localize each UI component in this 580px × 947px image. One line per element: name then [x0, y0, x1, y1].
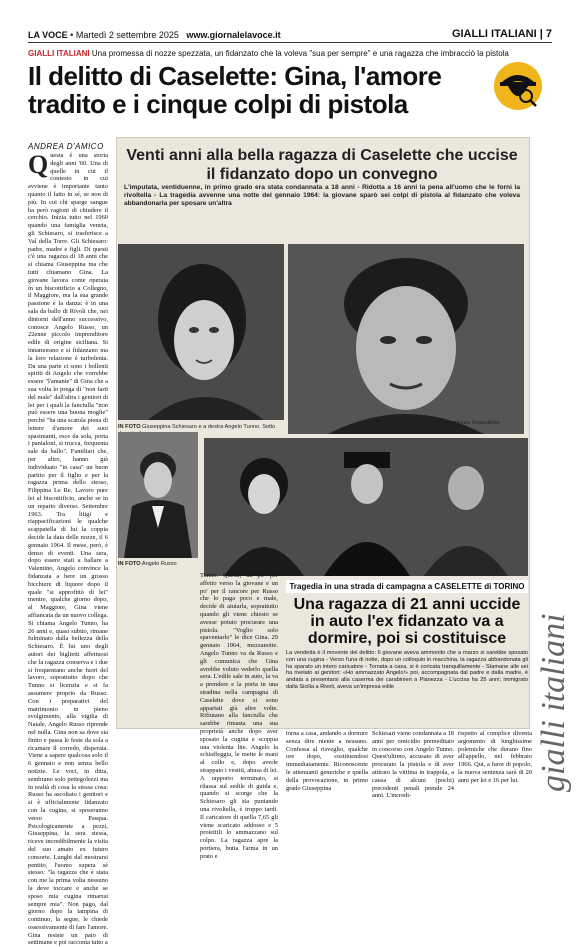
kicker-tag: GIALLI ITALIANI: [28, 49, 90, 58]
kicker-text: Una promessa di nozze spezzata, un fidanzato che la voleva "sua per sempre" e una ragazza che imbracciò la pistola: [91, 49, 509, 58]
photo-angelo-russo: [118, 432, 198, 558]
byline: ANDREA D'AMICO: [28, 142, 104, 151]
drop-cap: Q: [28, 150, 49, 179]
masthead: LA VOCE • Martedì 2 settembre 2025 www.giornalelavoce.it: [28, 30, 281, 40]
issue-date: Martedì 2 settembre 2025: [75, 30, 179, 40]
kicker: [28, 49, 548, 58]
publication-name: LA VOCE: [28, 30, 68, 40]
clipping-bighead: Una ragazza di 21 anni uccide in auto l'ex fidanzato va a dormire, poi si costituisce: [293, 596, 521, 647]
caption-tag: IN FOTO: [118, 561, 141, 567]
page-number: 7: [545, 28, 552, 40]
photo-angelo-tunno: [288, 244, 524, 434]
site-url[interactable]: www.giornalelavoce.it: [186, 30, 281, 40]
header-rule: [28, 42, 552, 43]
page-header: [0, 0, 580, 44]
article-title: Il delitto di Caselette: Gina, l'amore tradito e i cinque colpi di pistola: [28, 61, 442, 119]
photo-caption-2: [118, 561, 198, 568]
caption-text: Angelo Russo: [141, 561, 177, 567]
photo-giuseppina: [118, 244, 284, 420]
article-column-mid: Tunno. Questi, un po' per affetto verso la giovane e un po' per il rancore per Russo che lo paga poco e male, decide di aiutarla, soprattutto quando gli viene chiesto se avesse potuto procurare una pistola. "Voglio solo spaventarlo" le dice Gina. 29 gennaio 1964, mezzanotte. Angelo Tunno va da Russo e gli comunica che Gina avrebbe voluto vederlo quella sera. L'edile sale in auto, la va a prendere e la porta in una stradina nella campagna di Caselette dove si sono appartati già altre volte. Rifiutano alla fanciulla che sarebbe rimasta una sua proprietà anche dopo aver sposato la cugina e scoppia una violenta lite. Angelo la schiaffeggia, le mette le mani al collo e, dopo averle strappato i vestiti, abusa di lei. A rapporto terminato, si rilassa sul sedile di guida e, quando si scorge che la Schiesaro gli sta puntando una rivoltella, è troppo tardi. Il caricatore di quella 7,65 gli viene scaricato addosso e 5 proiettili lo ammazzano sul colpo. La ragazza apre la portiera, butta l'arma in un prato e: [200, 572, 278, 860]
caption-text: Giuseppina Schiesaro e a destra Angelo Tunno. Sotto: [142, 424, 276, 430]
clipping-strip: Tragedia in una strada di campagna a CASELETTE di TORINO: [286, 580, 528, 593]
clipping-subhead: L'imputata, ventiduenne, in primo grado era stata condannata a 18 anni - Ridotta a 16 anni la pena all'uomo che le fornì la rivoltella - La tragedia avvenne una notte del gennaio 1964: la giovane sparò sei colpi di pistola al fidanzato che voleva abbandonarla per sposare un'altra: [124, 184, 520, 208]
article-column-1: [28, 150, 108, 947]
section-label: GIALLI ITALIANI | 7: [451, 28, 552, 40]
section-name: GIALLI ITALIANI: [451, 28, 537, 40]
vertical-section-label: [533, 137, 575, 799]
article-bottom-3: rispetto al complice diventa argomento di lunghissime polemiche che durano fino all'appello, nel febbraio 1966. Qui, a furor di popolo, la nuova sentenza sarà di 20 anni per lei e 16 per lui.: [458, 730, 532, 784]
caption-tag: IN FOTO: [118, 424, 141, 430]
detective-icon: [492, 60, 544, 112]
clipping-body: La vendetta è il movente del delitto: Il giovane aveva ammonito che a marzo si sarebbe sposato con una cugina - Verso l'una di notte, dopo un colloquio in macchina, la ragazza abbandonata gli ha sparato un intero caricatore - Tornata a casa, si è coricata tranquillamente - Stamane alle sei ha rivelato ai genitori: «Ho ammazzato Angelo!» poi, accompagnata dal padre e dalla madre, è andata a presentarsi alla caserma dei carabinieri a Pianezza - L'uccisa ha 25 anni; immigrato dalla Sicilia a Rivoli, aveva un'impresa edile: [286, 650, 528, 690]
vertical-label-text: gialli italiani: [535, 613, 572, 792]
clipping-headline: Venti anni alla bella ragazza di Caselette che uccise il fidanzato dopo un convegno: [126, 147, 518, 183]
article-bottom-2: Schiesari viene condannata a 18 anni per omicidio premeditato in concorso con Angelo Tunno. Quest'ultimo, accusato di aver procurato la pistola e di aver attirato la vittima in trappola, a causa di alcuni (pochi) precedenti penali prende 24 anni. L'incredi-: [372, 730, 454, 800]
article-text: uesta è una storia degli anni '60. Una di quelle in cui il contesto in cui avviene è importante tanto quanto il fatto in sé, se non di più. In cui chi sparge sangue ha però ragioni di chiudere il cerchio. Inizia tutto nel 1960 quando una famiglia veneta, gli Schiesaro, si trasferisce a Val della Torre. Gli Schiesaro: padre, madre e figli. Di questi c'è una ragazza di 18 anni che si chiama Giuseppina ma che tutti chiamano Gina. La giovane lavora come operaia in un biscottificio a Collegno, il Maggiore, ma la sua grande passione è la danza: è in una sala da ballo di Rivoli che, nei dintorni dell'anno successivo, conosce Angelo Russo, un 22enne piccolo imprenditore edile di origine siciliana. Si innamorano e si fidanzano ma la loro relazione è turbolenta. Da una parte ci sono i bollenti spiriti di Angelo che vorrebbe essere "l'amante" di Gina che a sua volta lo prega di "non farti del male" dall'altra i genitori di lei per i quali la fanciulla "non può essere una buona moglie" perché "ha una scatola piena di lettere d'amore dei suoi spasimanti, esce da sola, porta i pantaloni, si trucca, frequenta sale da ballo". Familiari che, per altro, hanno già individuato "in casa" un buon partito per il figlio e per la ragazza prima dello stesso, Filippina Le Re. Lavoro pure lei al biscottificio, anche se in un reparto diverso. Settembre 1963. Tra litigi e riappacificazioni le qualche scappatella di lui la coppia decide la data delle nozze, il 6 gennaio 1964. Il mese, però, è denso di eventi. Una sera, dopo essere stati a ballare a Valentino, Angelo convince la fidanzata a bere un grosso bicchiere di liquore dopo il quale "si approfittò di lei" mentre, qualche giorno dopo, al Maggiore, Gina viene affiancata da un nuovo collega. Si chiama Angelo Tunno, ha 26 anni e, quasi subito, rimane fulminato dalla bellezza della Schiesaro. È lui uno degli autori dei biglietti affettuosi che la ragazza conserva e i due si frequentano anche fuori del lavoro, soprattutto dopo che Tunno si licenzia e si fa assumere proprio da Russo. Con i preparativi del matrimonio in pieno svolgimento, alla vigilia di Natale, Angelo Russo riprende nel nulla. Gina non sa dove sia finito e passa le feste da sola a ricamare il corredo, disperata. Viene a sapere qualcosa solo il 6 gennaio e non senza bello notizie. Le voci, in ditta, sembrano solo pettegolezzi ma in realtà di cosa la stessa cosa: Russo ha ascoltato i genitori e si è ufficialmente fidanzato con la cugina, si sposeranno verso Pasqua. Psicologicamente a pezzi, Giuseppina, la sera stessa, riceve incredibilmente la visita del suo amato ex futuro consorte. Lunghi dal mostrarsi pentito, l'uomo supera sé stesso: "la ragazza che è stata con me la prima volta nessuno la deve toccare e anche se sposo mia cugina rimarrai sempre mia". Non pago, dal giorno dopo la tampina di continuo, la segue, le chiede ossessivamente di fare l'amore. Gina resiste un paio di settimane e poi racconta tutto a: [28, 152, 108, 947]
photo-trial: [204, 438, 528, 576]
side-snippet: bile verdetto che punisce in misura l'esecutrice materiale: [384, 420, 500, 433]
article-bottom-1: torna a casa, andando a dormire senza dire niente a nessuno. Confessa al risveglio, qualche ore dopo, costituendosi immediatamente. Riconoscente le attenuanti generiche e quella della provocazione, in primo grado Giuseppina: [286, 730, 368, 792]
